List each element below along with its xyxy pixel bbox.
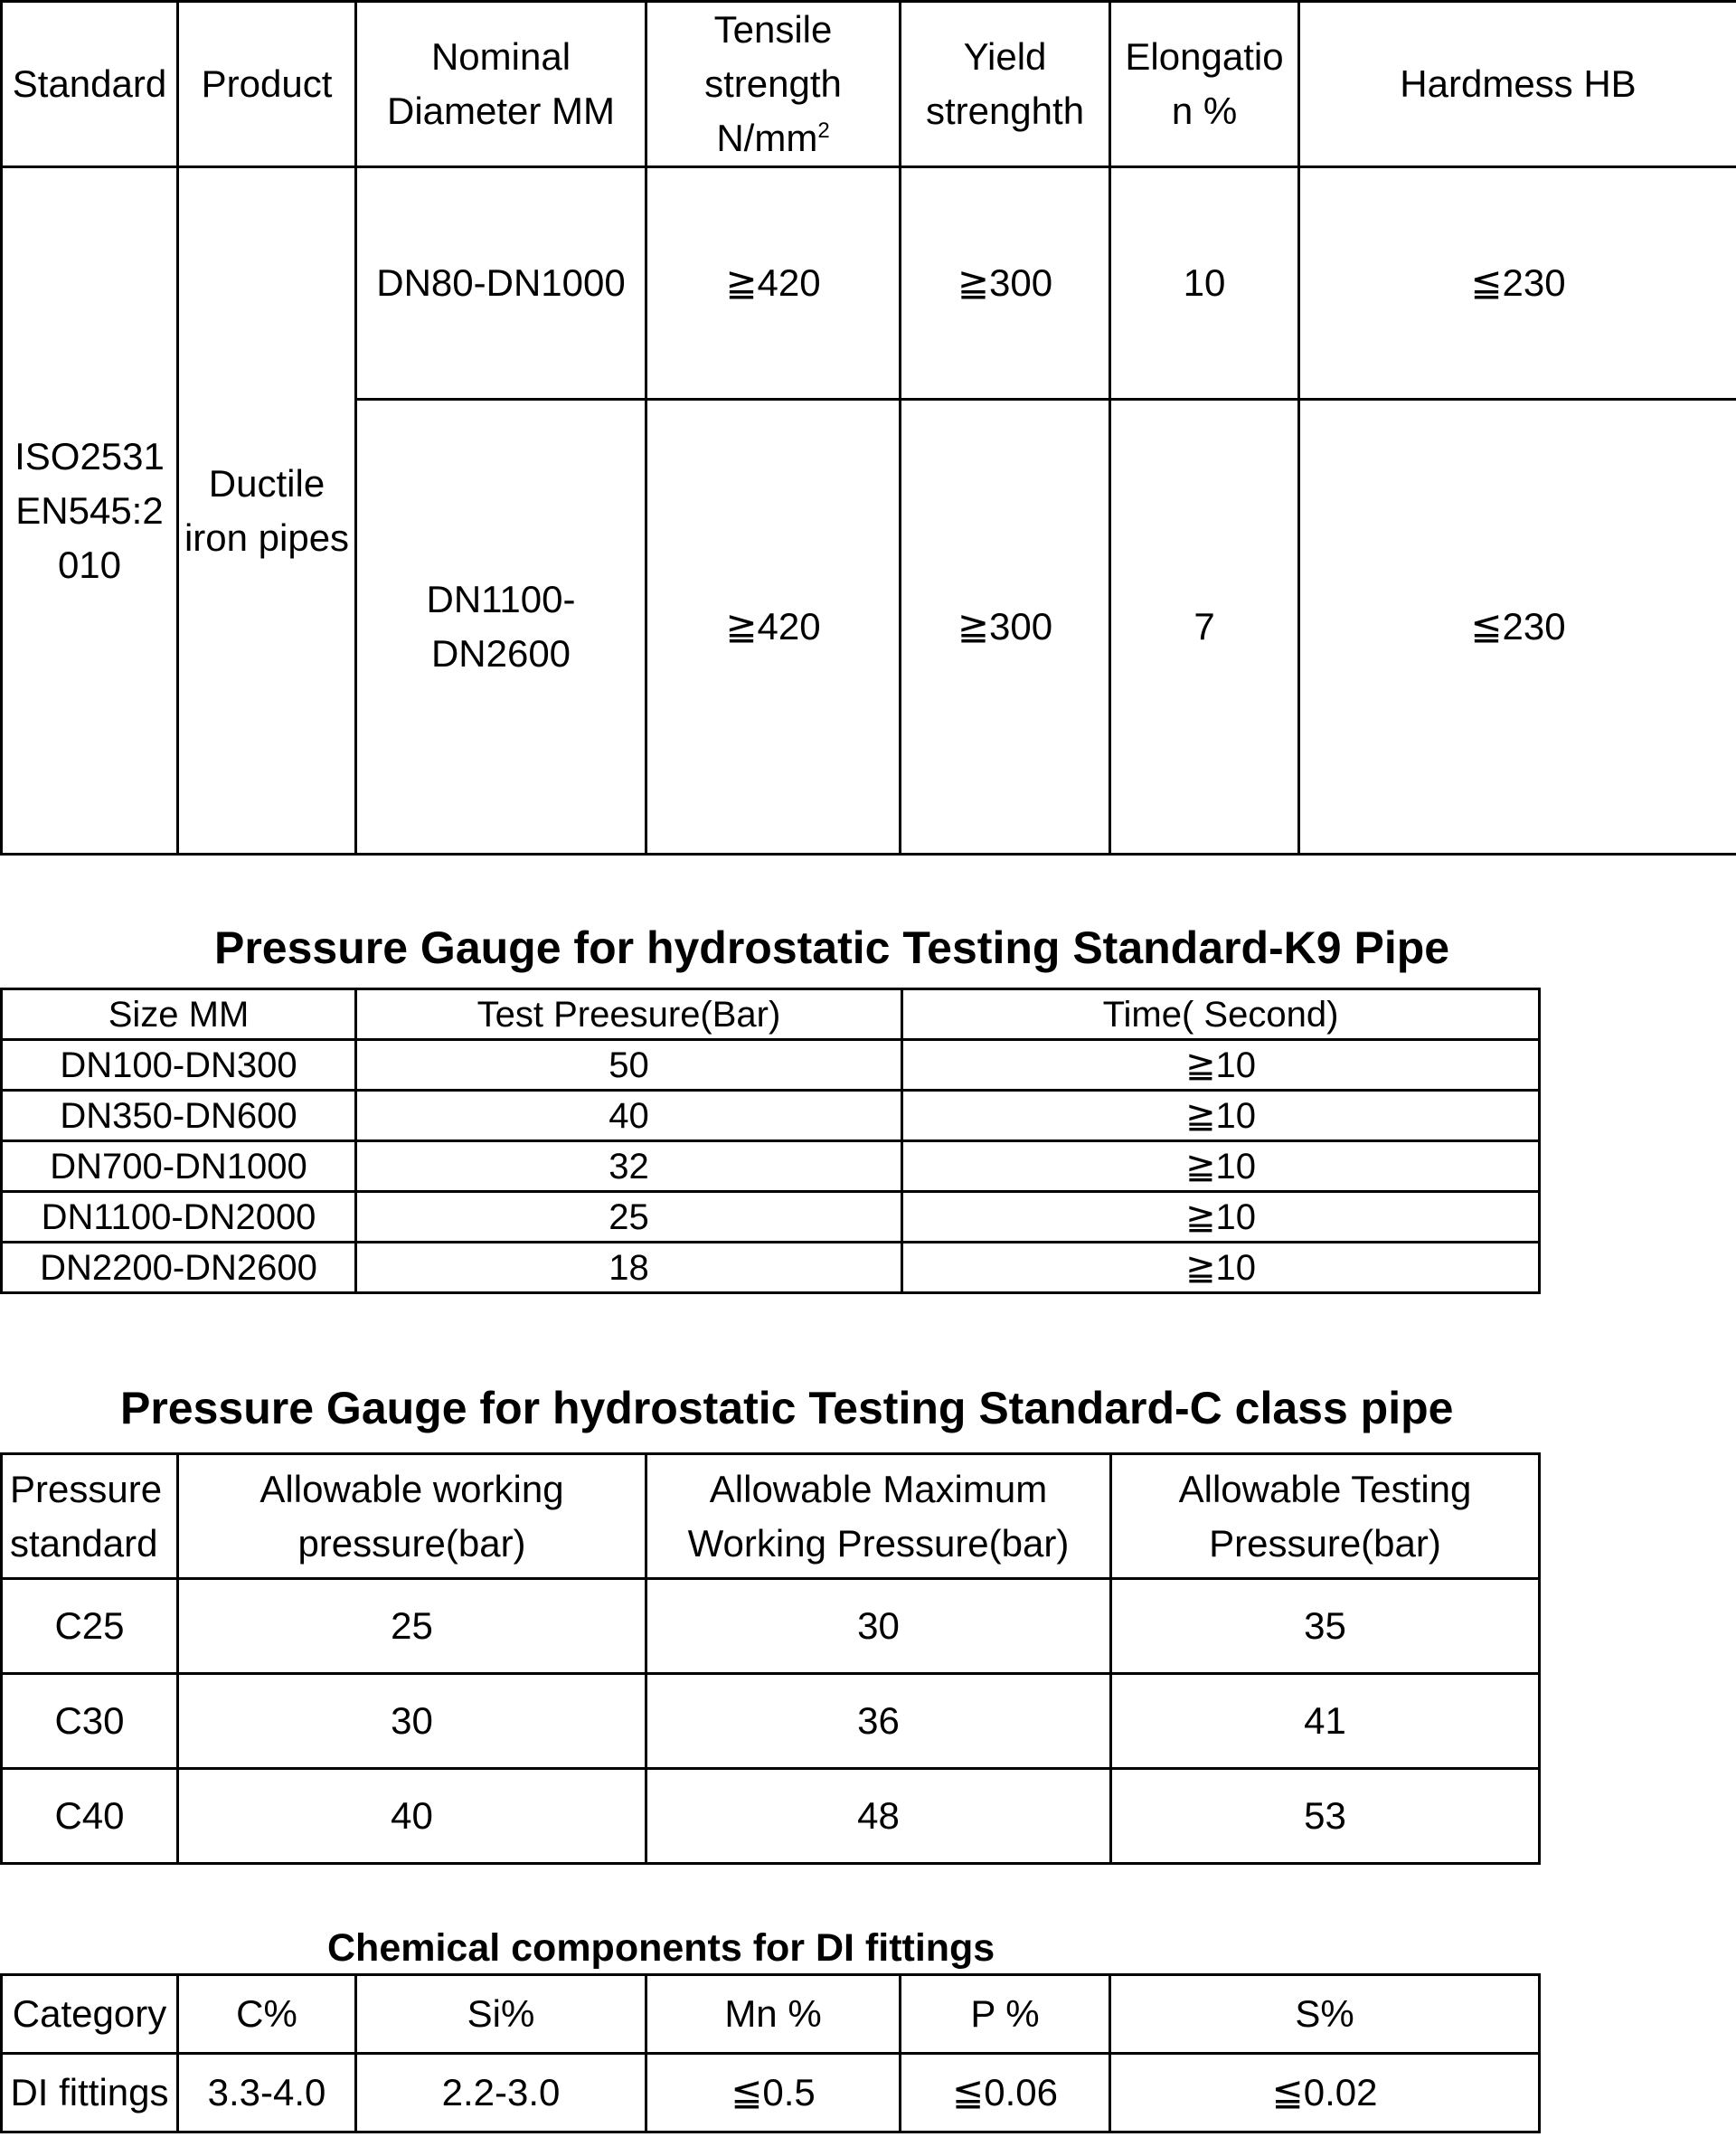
cell-test-pressure: 32 [356, 1141, 902, 1192]
table-header-row [2, 989, 1540, 1040]
header-test-pressure: Test Preesure(Bar) [356, 989, 902, 1040]
cell-tensile: ≧420 [646, 400, 901, 855]
cell-elongation: 7 [1110, 400, 1299, 855]
header-allowable-working: Allowable working pressure(bar) [178, 1454, 646, 1579]
cell-test-pressure: 40 [356, 1091, 902, 1141]
cell-time: ≧10 [902, 1091, 1540, 1141]
cell-manganese: ≦0.5 [646, 2054, 901, 2132]
header-allowable-testing: Allowable Testing Pressure(bar) [1111, 1454, 1540, 1579]
cell-time: ≧10 [902, 1243, 1540, 1293]
header-standard: Standard [2, 2, 178, 167]
cell-hardness: ≦230 [1299, 400, 1736, 855]
table-row [2, 1579, 1540, 1674]
header-sulfur: S% [1110, 1975, 1540, 2054]
cell-allowable-working: 25 [178, 1579, 646, 1674]
header-manganese: Mn % [646, 1975, 901, 2054]
header-hardness: Hardmess HB [1299, 2, 1736, 167]
cell-size: DN1100-DN2000 [2, 1192, 356, 1243]
chemical-components-table [0, 1973, 1541, 2133]
cell-category: DI fittings [2, 2054, 178, 2132]
table-row [2, 2054, 1540, 2132]
table-row [2, 1243, 1540, 1293]
header-carbon: C% [178, 1975, 356, 2054]
header-tensile-superscript: 2 [817, 118, 830, 143]
header-product: Product [178, 2, 356, 167]
cell-test-pressure: 18 [356, 1243, 902, 1293]
cell-allowable-working: 30 [178, 1674, 646, 1769]
cell-phosphorus: ≦0.06 [901, 2054, 1110, 2132]
cell-allowable-testing: 53 [1111, 1769, 1540, 1864]
cell-sulfur: ≦0.02 [1110, 2054, 1540, 2132]
header-time: Time( Second) [902, 989, 1540, 1040]
header-allowable-maximum: Allowable Maximum Working Pressure(bar) [646, 1454, 1111, 1579]
header-silicon: Si% [356, 1975, 646, 2054]
table-row [2, 1040, 1540, 1091]
cell-allowable-maximum: 30 [646, 1579, 1111, 1674]
header-pressure-standard: Pressure standard [2, 1454, 178, 1579]
cell-standard: ISO2531 EN545:2 010 [2, 167, 178, 855]
cell-diameter: DN80-DN1000 [356, 167, 646, 400]
header-phosphorus: P % [901, 1975, 1110, 2054]
table-row [2, 167, 1736, 400]
cell-tensile: ≧420 [646, 167, 901, 400]
cell-carbon: 3.3-4.0 [178, 2054, 356, 2132]
table-row [2, 1091, 1540, 1141]
cell-elongation: 10 [1110, 167, 1299, 400]
cell-pressure-standard: C25 [2, 1579, 178, 1674]
cell-size: DN2200-DN2600 [2, 1243, 356, 1293]
table-header-row [2, 1975, 1540, 2054]
cell-allowable-working: 40 [178, 1769, 646, 1864]
table-row [2, 1769, 1540, 1864]
cell-silicon: 2.2-3.0 [356, 2054, 646, 2132]
cell-time: ≧10 [902, 1192, 1540, 1243]
cell-yield: ≧300 [901, 400, 1110, 855]
cell-product: Ductile iron pipes [178, 167, 356, 855]
header-tensile-strength [646, 2, 901, 167]
header-category: Category [2, 1975, 178, 2054]
header-elongation: Elongatio n % [1110, 2, 1299, 167]
cell-diameter: DN1100-DN2600 [356, 400, 646, 855]
cell-size: DN350-DN600 [2, 1091, 356, 1141]
table-row [2, 1141, 1540, 1192]
k9-pressure-table [0, 988, 1541, 1294]
cell-pressure-standard: C40 [2, 1769, 178, 1864]
c-class-table-title: Pressure Gauge for hydrostatic Testing Standard-C class pipe [120, 1383, 1454, 1433]
header-size: Size MM [2, 989, 356, 1040]
cell-allowable-testing: 35 [1111, 1579, 1540, 1674]
cell-test-pressure: 25 [356, 1192, 902, 1243]
cell-allowable-maximum: 36 [646, 1674, 1111, 1769]
cell-size: DN700-DN1000 [2, 1141, 356, 1192]
cell-pressure-standard: C30 [2, 1674, 178, 1769]
cell-size: DN100-DN300 [2, 1040, 356, 1091]
cell-time: ≧10 [902, 1040, 1540, 1091]
table-header-row [2, 2, 1736, 167]
c-class-pressure-table [0, 1452, 1541, 1865]
header-nominal-diameter: Nominal Diameter MM [356, 2, 646, 167]
header-yield-strength: Yield strenghth [901, 2, 1110, 167]
k9-table-title: Pressure Gauge for hydrostatic Testing Standard-K9 Pipe [214, 922, 1450, 973]
cell-yield: ≧300 [901, 167, 1110, 400]
mechanical-properties-table [0, 0, 1736, 856]
cell-time: ≧10 [902, 1141, 1540, 1192]
cell-allowable-maximum: 48 [646, 1769, 1111, 1864]
chemical-table-title: Chemical components for DI fittings [327, 1926, 995, 1970]
cell-test-pressure: 50 [356, 1040, 902, 1091]
cell-hardness: ≦230 [1299, 167, 1736, 400]
cell-allowable-testing: 41 [1111, 1674, 1540, 1769]
table-row [2, 1674, 1540, 1769]
table-header-row [2, 1454, 1540, 1579]
table-row [2, 1192, 1540, 1243]
header-tensile-text: Tensile strength N/mm [704, 8, 842, 159]
